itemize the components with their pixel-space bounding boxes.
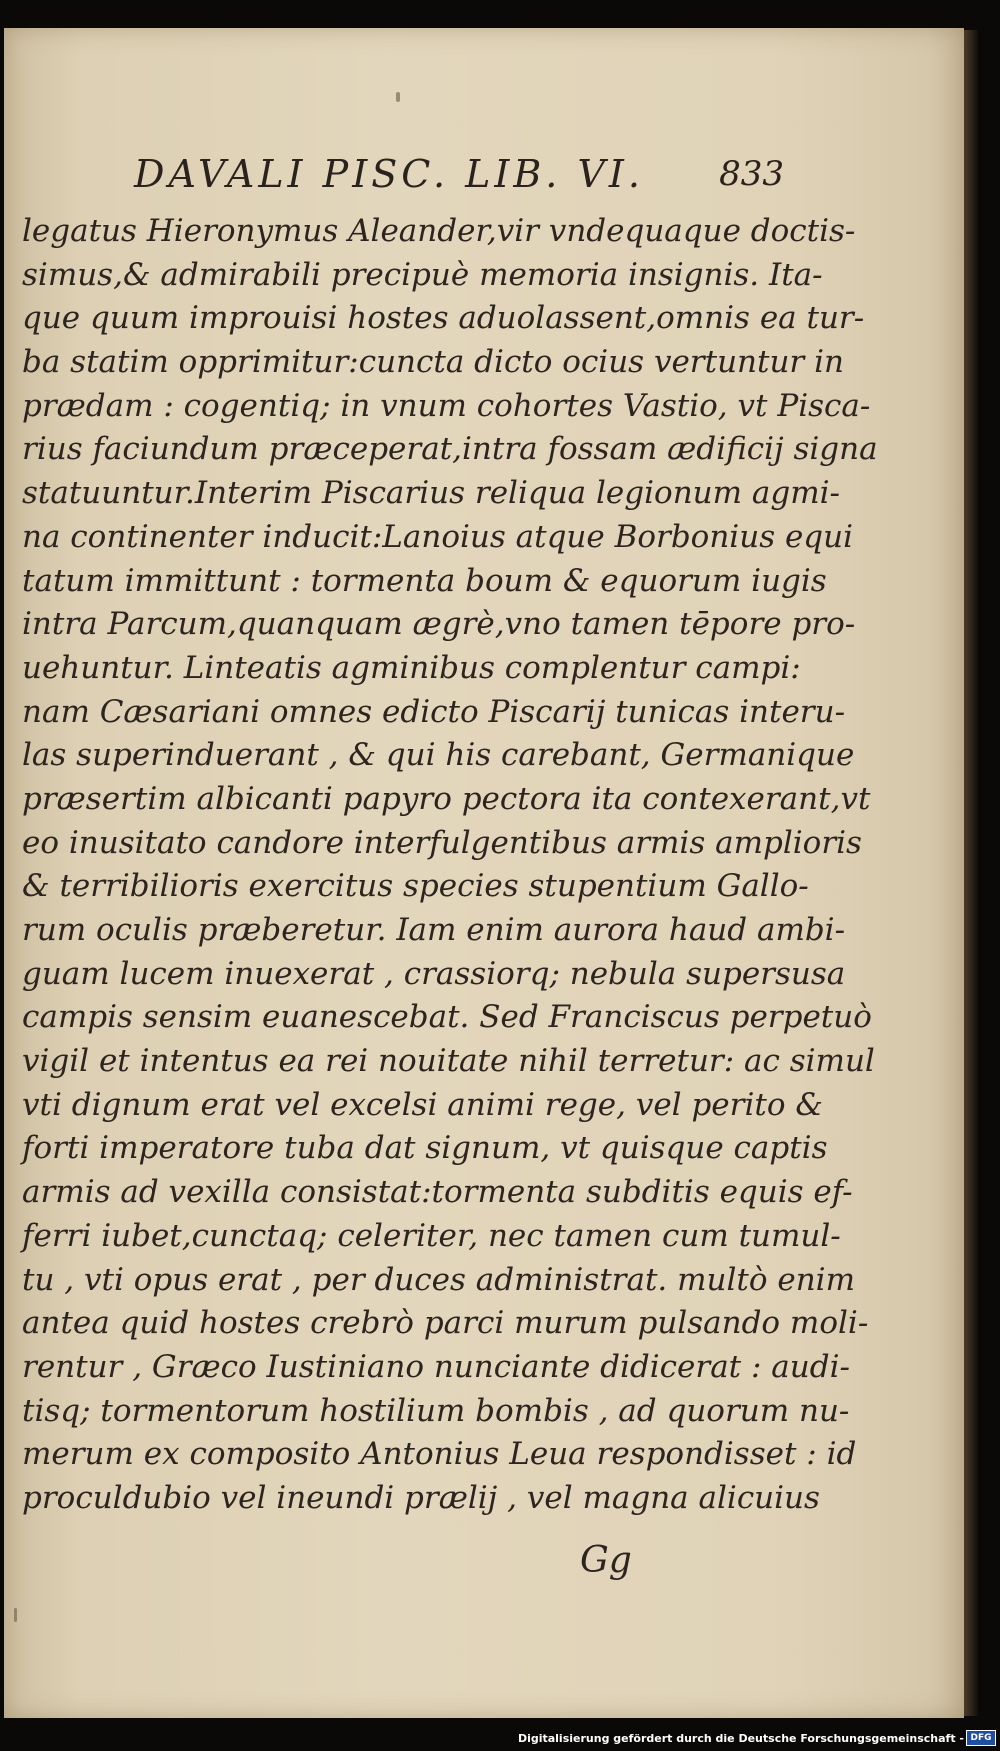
digitization-credit: Digitalisierung gefördert durch die Deutsche Forschungsgemeinschaft - [517,1732,964,1745]
text-line: vigil et intentus ea rei nouitate nihil terretur: ac simul [22,1043,875,1080]
page-edge [964,30,978,1716]
body-text [22,210,878,1521]
footer-bar [0,1725,1000,1751]
running-title: DAVALI PISC. LIB. VI. [134,152,644,196]
dfg-logo: DFG [966,1730,996,1746]
text-line: guam lucem inuexerat , crassiorq; nebula supersusa [22,955,846,992]
text-line: armis ad vexilla consistat:tormenta subditis equis ef- [22,1174,853,1211]
text-line: nam Cæsariani omnes edicto Piscarij tunicas interu- [22,693,846,730]
book-page [4,28,964,1718]
paper-speck [396,92,400,102]
text-line: campis sensim euanescebat. Sed Franciscus perpetuò [22,999,872,1036]
signature-mark: Gg [580,1540,632,1581]
text-line: simus,& admirabili precipuè memoria insignis. Ita- [22,256,823,293]
text-line: forti imperatore tuba dat signum, vt quisque captis [22,1130,828,1167]
text-line: tatum immittunt : tormenta boum & equorum iugis [22,562,827,599]
text-line: antea quid hostes crebrò parci murum pulsando moli- [22,1305,869,1342]
text-line: proculdubio vel ineundi prælij , vel magna alicuius [22,1479,820,1516]
text-line: na continenter inducit:Lanoius atque Borbonius equi [22,518,854,555]
text-line: tu , vti opus erat , per duces administrat. multò enim [22,1261,855,1298]
text-line: tisq; tormentorum hostilium bombis , ad quorum nu- [22,1392,850,1429]
text-line: eo inusitato candore interfulgentibus armis amplioris [22,824,862,861]
text-line: rentur , Græco Iustiniano nunciante didicerat : audi- [22,1348,850,1385]
paper-speck [14,1608,17,1622]
text-line: statuuntur.Interim Piscarius reliqua legionum agmi- [22,475,840,512]
text-line: & terribilioris exercitus species stupentium Gallo- [22,868,809,905]
text-line: rum oculis præberetur. Iam enim aurora haud ambi- [22,912,846,948]
text-line: las superinduerant , & qui his carebant, Germanique [22,737,855,774]
text-line: ferri iubet,cunctaq; celeriter, nec tamen cum tumul- [22,1217,841,1254]
text-line: vti dignum erat vel excelsi animi rege, vel perito & [22,1086,823,1123]
text-line: merum ex composito Antonius Leua respondisset : id [22,1436,857,1473]
page-header [134,152,784,204]
text-line: rius faciundum præceperat,intra fossam ædificij signa [22,431,878,468]
text-line: intra Parcum,quanquam ægrè,vno tamen tēpore pro- [22,606,856,643]
page-number: 833 [719,154,784,194]
text-line: que quum improuisi hostes aduolassent,omnis ea tur- [22,300,865,337]
text-line: uehuntur. Linteatis agminibus complentur campi: [22,649,801,686]
text-line: præsertim albicanti papyro pectora ita contexerant,vt [22,780,871,817]
text-line: prædam : cogentiq; in vnum cohortes Vastio, vt Pisca- [22,387,871,424]
text-line: legatus Hieronymus Aleander,vir vndequaque doctis- [22,213,856,249]
text-line: ba statim opprimitur:cuncta dicto ocius vertuntur in [22,344,844,381]
